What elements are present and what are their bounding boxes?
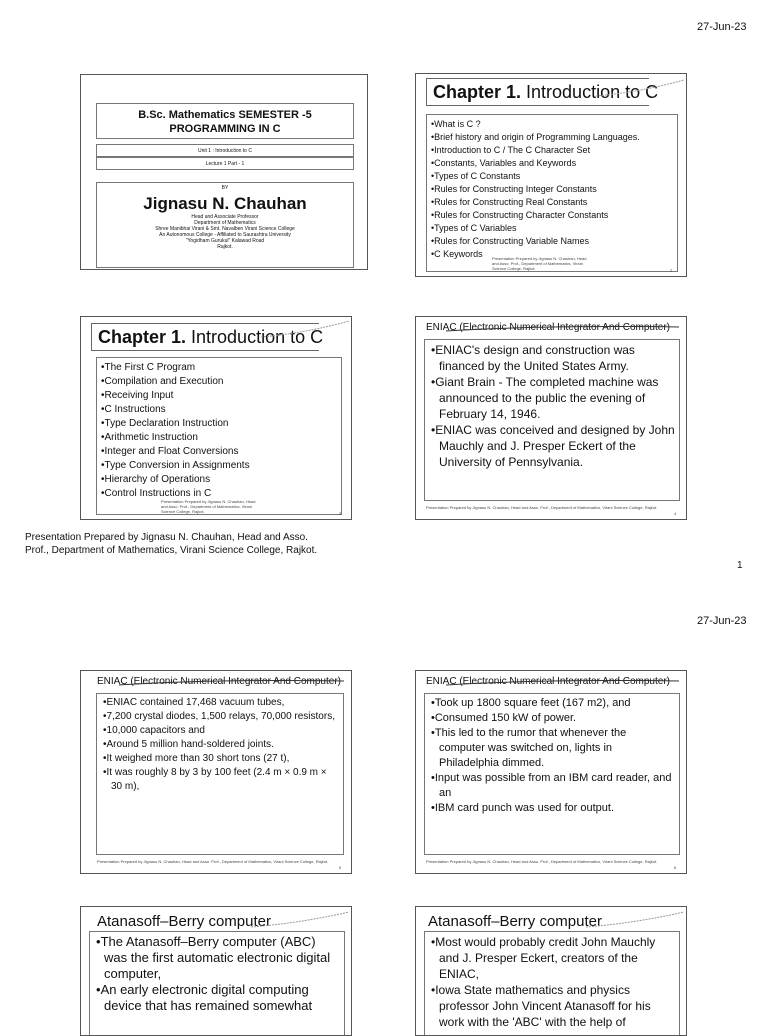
page-date: 27-Jun-23 (697, 615, 747, 627)
list-item: • Type Declaration Instruction (101, 417, 337, 431)
list-item: • The First C Program (101, 361, 337, 375)
slide-atanasoff-2 (415, 906, 687, 1036)
list-item: • Giant Brain - The completed machine was announced to the public the evening of February 14, 1946. (439, 374, 675, 422)
topic-list (101, 361, 337, 501)
page-number: 1 (737, 560, 743, 571)
list-item: • What is C ? (431, 118, 673, 131)
content-box (426, 114, 678, 272)
list-item: • Compilation and Execution (101, 375, 337, 389)
slide-footer: Presentation Prepared by Jignasu N. Chauhan, Head and Asso. Prof., Department of Mathematics, Virani Science College, Rajkot. (426, 859, 658, 864)
list-item: • Receiving Input (101, 389, 337, 403)
list-item: • 10,000 capacitors and (111, 724, 339, 738)
corner-swoosh-icon (586, 909, 686, 931)
heading-strike-line (89, 677, 349, 691)
slide-footer: Presentation Prepared by Jignasu N. Chauhan, Head and Asso. Prof., Department of Mathematics, Virani Science College, Rajkot. (426, 505, 658, 510)
list-item: • C Instructions (101, 403, 337, 417)
slide-eniac-2 (80, 670, 352, 874)
slide-heading: Chapter 1. Introduction to C (91, 323, 319, 351)
list-item: • Introduction to C / The C Character Set (431, 144, 673, 157)
slide-eniac-3 (415, 670, 687, 874)
corner-swoosh-icon (251, 909, 351, 931)
list-item: • Types of C Variables (431, 222, 673, 235)
slide-heading: ENIAC (Electronic Numerical Integrator And Computer) (426, 322, 670, 333)
list-item: • Rules for Constructing Integer Constants (431, 183, 673, 196)
unit-box (96, 144, 354, 157)
slide-number: 6 (674, 865, 677, 870)
fact-list (429, 934, 675, 1030)
content-box (424, 693, 680, 855)
content-box (96, 693, 344, 855)
list-item: • ENIAC's design and construction was financed by the United States Army. (439, 342, 675, 374)
list-item: • An early electronic digital computing device that has remained somewhat (104, 982, 340, 1014)
slide-footer: Presentation Prepared by Jignasu N. Chauhan, Head and Asso. Prof., Department of Mathematics, Virani Science College, Rajkot. (97, 859, 329, 864)
slide-heading: Chapter 1. Introduction to C (426, 78, 649, 106)
author-name: Jignasu N. Chauhan (143, 194, 307, 213)
author-info: Head and Associate Professor Department of Mathematics Shree Manibhai Virani & Smt. Navalben Virani Science College An Autonomous College - Affiliated to Saurashtra University "Yogidham Gurukul" Kalawad Road Rajkot. (155, 214, 295, 250)
slide-eniac-1 (415, 316, 687, 520)
slide-heading: ENIAC (Electronic Numerical Integrator And Computer) (426, 676, 670, 687)
slide-number: 2 (670, 268, 673, 273)
list-item: • It weighed more than 30 short tons (27 t), (111, 752, 339, 766)
list-item: • Hierarchy of Operations (101, 473, 337, 487)
by-label: BY (221, 185, 229, 191)
page-caption: Presentation Prepared by Jignasu N. Chauhan, Head and Asso. Prof., Department of Mathematics, Virani Science College, Rajkot. (25, 532, 318, 556)
unit-label: Unit 1 : Introduction to C (198, 148, 252, 154)
slide-heading: Atanasoff–Berry computer (97, 913, 271, 930)
corner-swoosh-icon (596, 78, 686, 98)
course-subtitle: PROGRAMMING IN C (169, 123, 281, 135)
list-item: • Arithmetic Instruction (101, 431, 337, 445)
author-box (96, 182, 354, 268)
list-item: • Constants, Variables and Keywords (431, 157, 673, 170)
list-item: • Control Instructions in C (101, 487, 337, 501)
slide-number: 5 (339, 865, 342, 870)
list-item: • ENIAC contained 17,468 vacuum tubes, (111, 696, 339, 710)
list-item: • Around 5 million hand-soldered joints. (111, 738, 339, 752)
lecture-label: Lecture 1 Part - 1 (205, 161, 245, 167)
list-item: • It was roughly 8 by 3 by 100 feet (2.4 m × 0.9 m × 30 m), (111, 766, 339, 794)
list-item: • Input was possible from an IBM card reader, and an (439, 771, 675, 801)
list-item: • Rules for Constructing Character Constants (431, 209, 673, 222)
heading-strike-line (424, 323, 684, 337)
list-item: • Brief history and origin of Programming Languages. (431, 131, 673, 144)
list-item: • Types of C Constants (431, 170, 673, 183)
slide-chapter-1a (415, 73, 687, 277)
list-item: • Integer and Float Conversions (101, 445, 337, 459)
fact-list (101, 696, 339, 794)
fact-list (94, 934, 340, 1014)
list-item: • This led to the rumor that whenever the computer was switched on, lights in Philadelphia dimmed. (439, 726, 675, 771)
slide-chapter-1b (80, 316, 352, 520)
fact-list (429, 342, 675, 470)
lecture-box (96, 157, 354, 170)
title-box (96, 103, 354, 139)
corner-swoosh-icon (261, 319, 351, 339)
heading-strike-line (424, 677, 684, 691)
slide-footer: Presentation Prepared by Jignasu N. Chauhan, Head and Asso. Prof., Department of Mathematics, Virani Science College, Rajkot. (161, 499, 256, 514)
list-item: • Iowa State mathematics and physics professor John Vincent Atanasoff for his work with the 'ABC' with the help of (439, 982, 675, 1030)
slide-heading: ENIAC (Electronic Numerical Integrator And Computer) (97, 676, 341, 687)
course-title: B.Sc. Mathematics SEMESTER -5 (138, 109, 312, 121)
list-item: • Rules for Constructing Variable Names (431, 235, 673, 248)
content-box (89, 931, 345, 1036)
fact-list (429, 696, 675, 816)
content-box (424, 339, 680, 501)
list-item: • Type Conversion in Assignments (101, 459, 337, 473)
list-item: • C Keywords (431, 248, 673, 261)
list-item: • Consumed 150 kW of power. (439, 711, 675, 726)
list-item: • The Atanasoff–Berry computer (ABC) was the first automatic electronic digital computer, (104, 934, 340, 982)
content-box (424, 931, 680, 1036)
list-item: • ENIAC was conceived and designed by John Mauchly and J. Presper Eckert of the University of Pennsylvania. (439, 422, 675, 470)
slide-footer: Presentation Prepared by Jignasu N. Chauhan, Head and Asso. Prof., Department of Mathematics, Virani Science College, Rajkot. (492, 256, 587, 271)
slide-title (80, 74, 368, 270)
list-item: • Took up 1800 square feet (167 m2), and (439, 696, 675, 711)
page-date: 27-Jun-23 (697, 21, 747, 33)
content-box (96, 357, 342, 515)
list-item: • Most would probably credit John Mauchly and J. Presper Eckert, creators of the ENIAC, (439, 934, 675, 982)
list-item: • Rules for Constructing Real Constants (431, 196, 673, 209)
slide-number: 3 (339, 511, 342, 516)
slide-number: 4 (674, 511, 677, 516)
list-item: • 7,200 crystal diodes, 1,500 relays, 70,000 resistors, (111, 710, 339, 724)
topic-list (431, 118, 673, 261)
list-item: • IBM card punch was used for output. (439, 801, 675, 816)
slide-heading: Atanasoff–Berry computer (428, 913, 602, 930)
slide-atanasoff-1 (80, 906, 352, 1036)
